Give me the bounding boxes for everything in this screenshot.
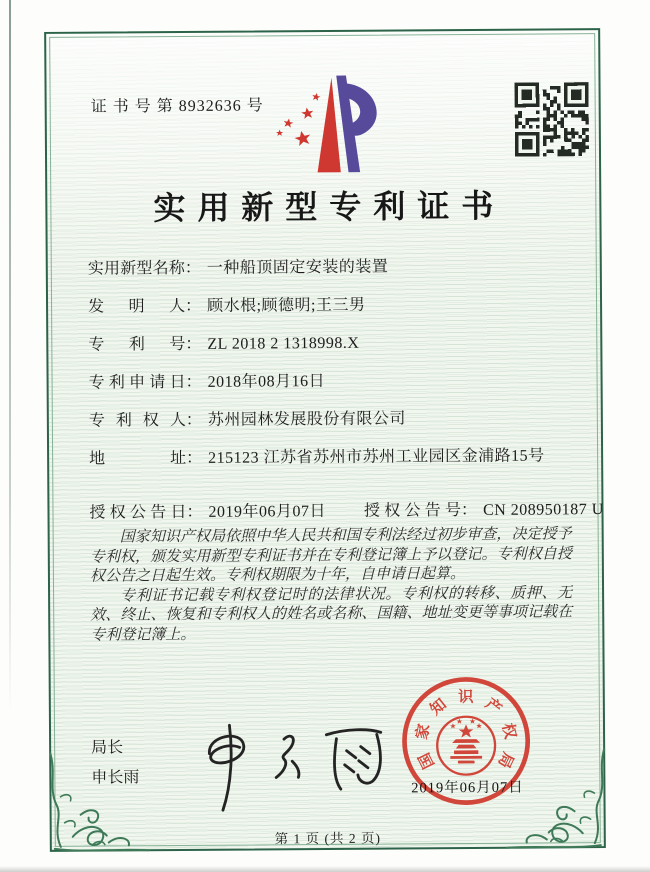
field-row-patent-no [88, 330, 574, 357]
grant-date-group [89, 498, 326, 523]
svg-text:识: 识 [458, 688, 474, 706]
qr-code [515, 82, 590, 157]
field-value: 苏州园林发展股份有限公司 [207, 410, 406, 429]
scan-edge-artifact [9, 0, 11, 712]
field-label: 发明人 [88, 297, 186, 316]
field-list [88, 254, 576, 485]
field-value: ZL 2018 2 1318998.X [207, 334, 360, 353]
field-label: 专利权人 [88, 411, 186, 430]
svg-text:知: 知 [427, 695, 450, 719]
field-value: 2018年08月16日 [207, 372, 326, 391]
svg-text:家: 家 [413, 722, 434, 742]
field-value: 顾水根;顾德明;王三男 [207, 296, 366, 315]
corner-ornament-left [46, 750, 151, 855]
corner-ornament-right [504, 747, 609, 852]
signer-name: 申长雨 [91, 769, 140, 787]
grant-date-value: 2019年06月07日 [208, 502, 327, 521]
scan-shadow [0, 866, 650, 872]
page-footer: 第 1 页 (共 2 页) [274, 830, 382, 847]
field-colon: ： [185, 373, 202, 391]
grant-no-value: CN 208950187 U [482, 501, 604, 519]
field-colon: ： [185, 411, 202, 429]
handwritten-signature-icon [179, 707, 412, 821]
field-colon: ： [184, 259, 201, 277]
svg-text:局: 局 [494, 749, 517, 771]
field-row-filing-date [89, 368, 575, 395]
grant-no-label: 授权公告号 [363, 502, 462, 520]
field-value: 215123 江苏省苏州市苏州工业园区金浦路15号 [208, 447, 545, 467]
field-label: 实用新型名称 [87, 259, 185, 278]
field-colon: ： [186, 503, 203, 521]
field-label: 专利号 [88, 335, 186, 354]
field-row-name [88, 254, 574, 281]
signer-title: 局长 [91, 739, 124, 757]
svg-text:国: 国 [415, 749, 439, 772]
grant-date-label: 授权公告日 [89, 503, 187, 522]
field-label: 地址 [89, 449, 187, 468]
field-row-address [89, 444, 575, 471]
field-value: 一种船顶固定安装的装置 [206, 258, 389, 277]
svg-text:权: 权 [498, 721, 519, 741]
field-label: 专利申请日 [88, 373, 186, 392]
field-colon: ： [186, 449, 203, 467]
seal-date: 2019年06月07日 [411, 779, 524, 797]
certificate-sheet [44, 28, 606, 852]
cnipa-logo-icon [272, 70, 389, 181]
field-row-inventors [88, 292, 574, 319]
field-row-patentee [89, 406, 575, 433]
legal-paragraph-2: 专利证书记载专利权登记时的法律状况。专利权的转移、质押、无效、终止、恢复和专利权人的姓名或名称、国籍、地址变更等事项记载在专利登记簿上。 [90, 584, 573, 644]
field-colon: ： [185, 297, 202, 315]
svg-text:产: 产 [481, 695, 505, 719]
certificate-number: 证 书 号 第 8932636 号 [90, 97, 264, 116]
logo-spire [317, 78, 341, 173]
legal-paragraph-1: 国家知识产权局依照中华人民共和国专利法经过初步审查，决定授予专利权，颁发实用新型专利证书并在专利登记簿上予以登记。专利权自授权公告之日起生效。专利权期限为十年，自申请日起算。 [89, 526, 572, 585]
field-colon: ： [460, 501, 478, 520]
certificate-title: 实用新型专利证书 [153, 187, 506, 227]
grant-no-group [364, 496, 604, 521]
grant-row [89, 496, 603, 523]
field-colon: ： [185, 335, 202, 353]
legal-text [90, 525, 573, 645]
